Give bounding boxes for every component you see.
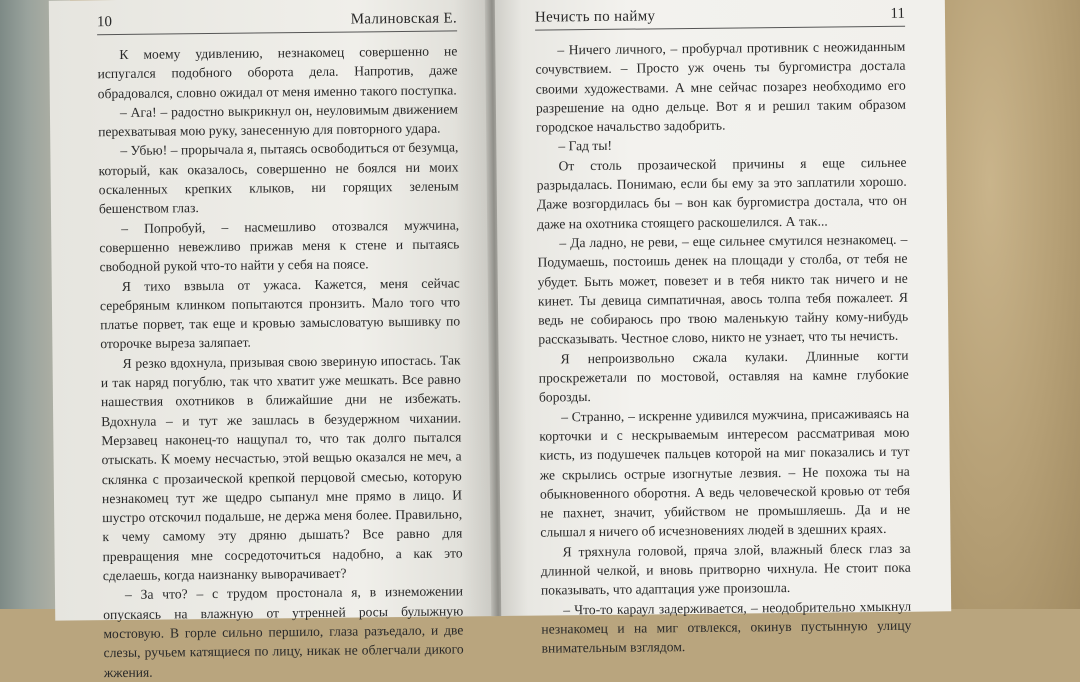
left-page-body [97, 41, 464, 682]
left-page [49, 0, 495, 680]
right-page [495, 0, 951, 656]
paragraph: – Странно, – искренне удивился мужчина, присаживаясь на корточки и с нескрываемым интересом рассматривая мою кисть, из подушечек пальцев которой на миг показались и тут же скрылись острые изогнутые лезвия. – Не похожа ты на обыкновенного оборотня. А ведь человеческой кровью от тебя не пахнет, значит, убийством не промышляешь. Да и не слышал я ничего об исчезновениях людей в здешних краях. [539, 405, 911, 541]
paragraph: Я тряхнула головой, пряча злой, влажный блеск глаз за длинной челкой, и вновь притворно чихнула. Не стоит пока показывать, что адаптация уже произошла. [540, 540, 911, 598]
right-page-body [535, 37, 911, 658]
paragraph: К моему удивлению, незнакомец совершенно не испугался подобного оборота дела. Напротив, даже обрадовался, словно ожидал от меня именно такого поступка. [97, 43, 458, 101]
paragraph: Я резко вдохнула, призывая свою звериную ипостась. Так и так наряд погублю, так что хватит уже мешкать. Все равно нашествия охотников в ближайшие дни не избежать. Вдохнула – и тут же зашлась в безудержном чихании. Мерзавец наконец-то нащупал то, что так долго пытался отыскать. К моему несчастью, этой вещью оказался не меч, а склянка с прозаической крепкой перцовой смесью, которую незнакомец тут же щедро сыпанул мне прямо в лицо. И шустро отскочил подальше, не держа меня более. Правильно, к чему самому эту дряню дышать? Все равно для превращения мне сосредоточиться надобно, а как это сделаешь, когда наизнанку выворачивает? [100, 352, 463, 584]
page-number-left: 10 [96, 14, 113, 31]
paragraph: От столь прозаической причины я еще сильнее разрыдалась. Понимаю, если бы ему за это заплатили хорошо. Даже возгордилась бы – вон как бургомистра достала, что он даже на охотника стоящего раскошелился. А так... [536, 154, 907, 232]
paragraph: Я непроизвольно сжала кулаки. Длинные когти проскрежетали по мостовой, оставляя на камне глубокие борозды. [538, 347, 909, 405]
running-head-right: Нечисть по найму [534, 8, 656, 26]
paragraph: – Да ладно, не реви, – еще сильнее смутился незнакомец. – Подумаешь, постоишь денек на площади у столба, от тебя не убудет. Быть может, повезет и в тебя никто так ничего и не кинет. Ты девица симпатичная, авось толпа тебя пожалеет. Я ведь не собираюсь про твою маленькую тайну кому-нибудь рассказывать. Честное слово, никто не узнает, что ты нечисть. [537, 231, 909, 348]
paragraph: – Ага! – радостно выкрикнул он, неуловимым движением перехватывая мою руку, занесенную для повторного удара. [98, 101, 459, 140]
paragraph: – За что? – с трудом простонала я, в изнеможении опускаясь на влажную от утренней росы булыжную мостовую. В горле сильно першило, глаза разъедало, и две слезы, ручьем катящиеся по лицу, никак не облегчали дикого жжения. [103, 583, 464, 680]
left-page-header [97, 10, 457, 35]
paragraph: – Попробуй, – насмешливо отозвался мужчина, совершенно невежливо прижав меня к стене и пытаясь свободной рукой что-то найти у себя на поясе. [99, 217, 460, 275]
open-book [49, 0, 951, 680]
page-number-right: 11 [890, 5, 906, 22]
right-page-header [535, 6, 905, 31]
paragraph: – Гад ты! [558, 138, 613, 154]
paragraph: – Убью! – прорычала я, пытаясь освободиться от безумца, который, как оказалось, совершенно не боялся ни моих оскаленных крепких клыков, ни горящих зеленым бешенством глаз. [98, 139, 459, 217]
paragraph: – Ничего личного, – пробурчал противник с неожиданным сочувствием. – Просто уж очень ты бургомистра достала своими художествами. А мне сейчас позарез необходимо его разрешение на одно дельце. Вот я и решил таким образом городское начальство задобрить. [535, 38, 906, 135]
background-surface-right [930, 0, 1080, 609]
running-head-left: Малиновская Е. [350, 10, 458, 28]
paragraph: Я тихо взвыла от ужаса. Кажется, меня сейчас серебряным клинком попытаются пронзить. Мало того что платье порвет, так еще и кровью замысловатую вышивку по оторочке выреза заляпает. [99, 274, 461, 352]
paragraph: – Что-то караул задерживается, – неодобрительно хмыкнул незнакомец и на миг отвлекся, окинув пустынную улицу внимательным взглядом. [541, 598, 912, 656]
